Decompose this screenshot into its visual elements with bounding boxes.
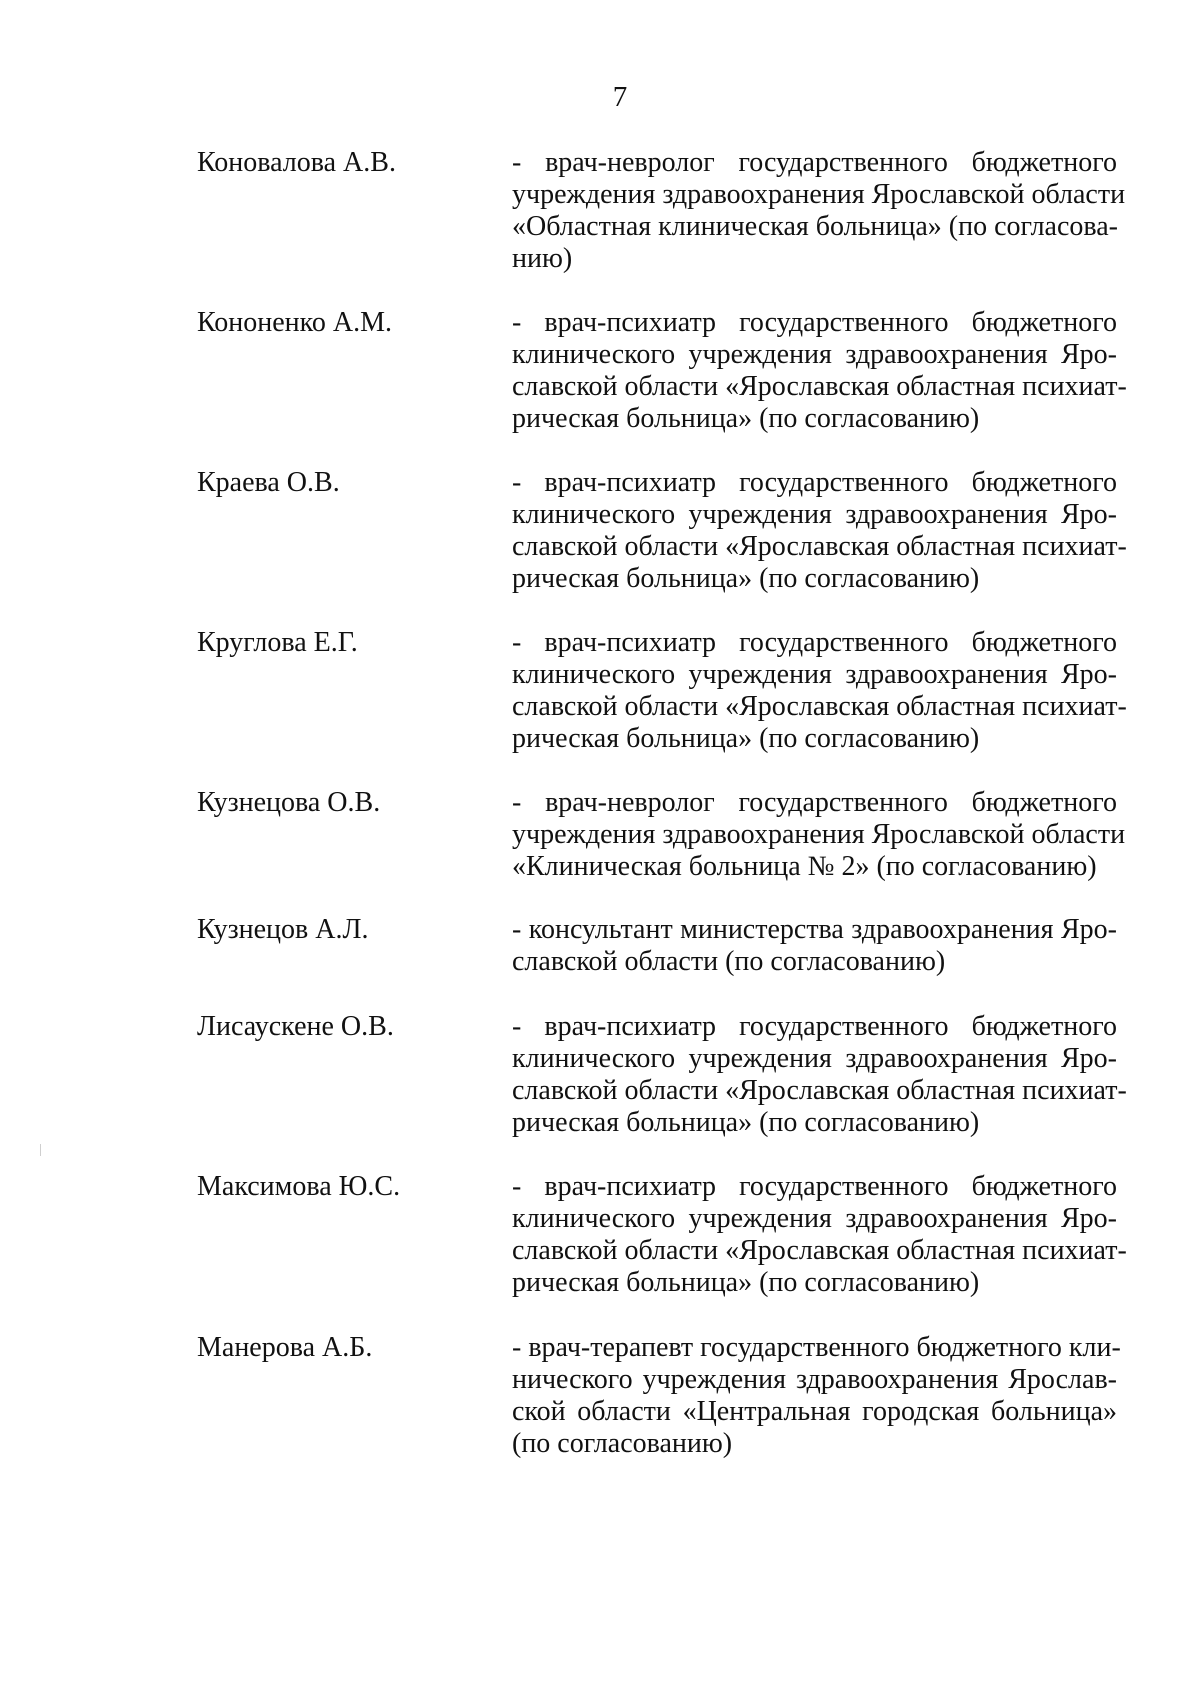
position-line: рическая больница» (по согласованию) (512, 1267, 980, 1298)
list-item (197, 1011, 1127, 1139)
position-line: «Клиническая больница № 2» (по согласованию) (512, 851, 1097, 882)
position-line: клинического учреждения здравоохранения Яро- (512, 659, 1117, 690)
list-item (197, 914, 1117, 978)
position-line: клинического учреждения здравоохранения Яро- (512, 339, 1117, 370)
member-position (512, 627, 1127, 755)
members-list (197, 147, 1127, 1460)
scan-margin-mark (40, 1144, 41, 1156)
list-item (197, 627, 1127, 755)
member-position (512, 1011, 1127, 1139)
member-name: Кузнецова О.В. (197, 787, 381, 818)
list-item (197, 147, 1126, 275)
list-item (197, 787, 1126, 883)
member-name: Кононенко А.М. (197, 307, 392, 338)
member-position (512, 1332, 1121, 1460)
position-line: славской области «Ярославская областная психиат- (512, 371, 1127, 402)
position-line: нического учреждения здравоохранения Ярослав- (512, 1364, 1117, 1395)
position-line: клинического учреждения здравоохранения Яро- (512, 1203, 1117, 1234)
position-line: - врач-психиатр государственного бюджетного (512, 1011, 1117, 1042)
member-name: Максимова Ю.С. (197, 1171, 401, 1202)
position-line: славской области «Ярославская областная психиат- (512, 691, 1127, 722)
position-line: - врач-психиатр государственного бюджетного (512, 307, 1117, 338)
position-line: учреждения здравоохранения Ярославской области (512, 179, 1126, 210)
member-name: Круглова Е.Г. (197, 627, 358, 658)
position-line: ской области «Центральная городская больница» (512, 1396, 1117, 1427)
member-position (512, 307, 1127, 435)
position-line: (по согласованию) (512, 1428, 733, 1459)
position-line: - врач-невролог государственного бюджетного (512, 147, 1117, 178)
position-line: рическая больница» (по согласованию) (512, 1107, 980, 1138)
member-name: Лисаускене О.В. (197, 1011, 394, 1042)
position-line: славской области (по согласованию) (512, 946, 946, 977)
member-name: Краева О.В. (197, 467, 340, 498)
member-name: Манерова А.Б. (197, 1332, 373, 1363)
list-item (197, 1171, 1127, 1299)
position-line: клинического учреждения здравоохранения Яро- (512, 499, 1117, 530)
position-line: - врач-психиатр государственного бюджетного (512, 467, 1117, 498)
list-item (197, 467, 1127, 595)
member-position (512, 787, 1126, 883)
position-line: рическая больница» (по согласованию) (512, 563, 980, 594)
member-position (512, 467, 1127, 595)
position-line: рическая больница» (по согласованию) (512, 723, 980, 754)
position-line: «Областная клиническая больница» (по согласова- (512, 211, 1119, 242)
position-line: - врач-терапевт государственного бюджетного кли- (512, 1332, 1121, 1363)
position-line: - врач-психиатр государственного бюджетного (512, 627, 1117, 658)
member-name: Коновалова А.В. (197, 147, 396, 178)
position-line: клинического учреждения здравоохранения Яро- (512, 1043, 1117, 1074)
position-line: - консультант министерства здравоохранения Яро- (512, 914, 1117, 945)
position-line: славской области «Ярославская областная психиат- (512, 1075, 1127, 1106)
position-line: - врач-психиатр государственного бюджетного (512, 1171, 1117, 1202)
member-position (512, 1171, 1127, 1299)
position-line: рическая больница» (по согласованию) (512, 403, 980, 434)
member-position (512, 914, 1117, 978)
position-line: - врач-невролог государственного бюджетного (512, 787, 1117, 818)
list-item (197, 307, 1127, 435)
position-line: нию) (512, 243, 573, 274)
member-name: Кузнецов А.Л. (197, 914, 369, 945)
list-item (197, 1332, 1121, 1460)
page-number: 7 (612, 81, 628, 113)
member-position (512, 147, 1126, 275)
position-line: славской области «Ярославская областная психиат- (512, 1235, 1127, 1266)
position-line: учреждения здравоохранения Ярославской области (512, 819, 1126, 850)
position-line: славской области «Ярославская областная психиат- (512, 531, 1127, 562)
